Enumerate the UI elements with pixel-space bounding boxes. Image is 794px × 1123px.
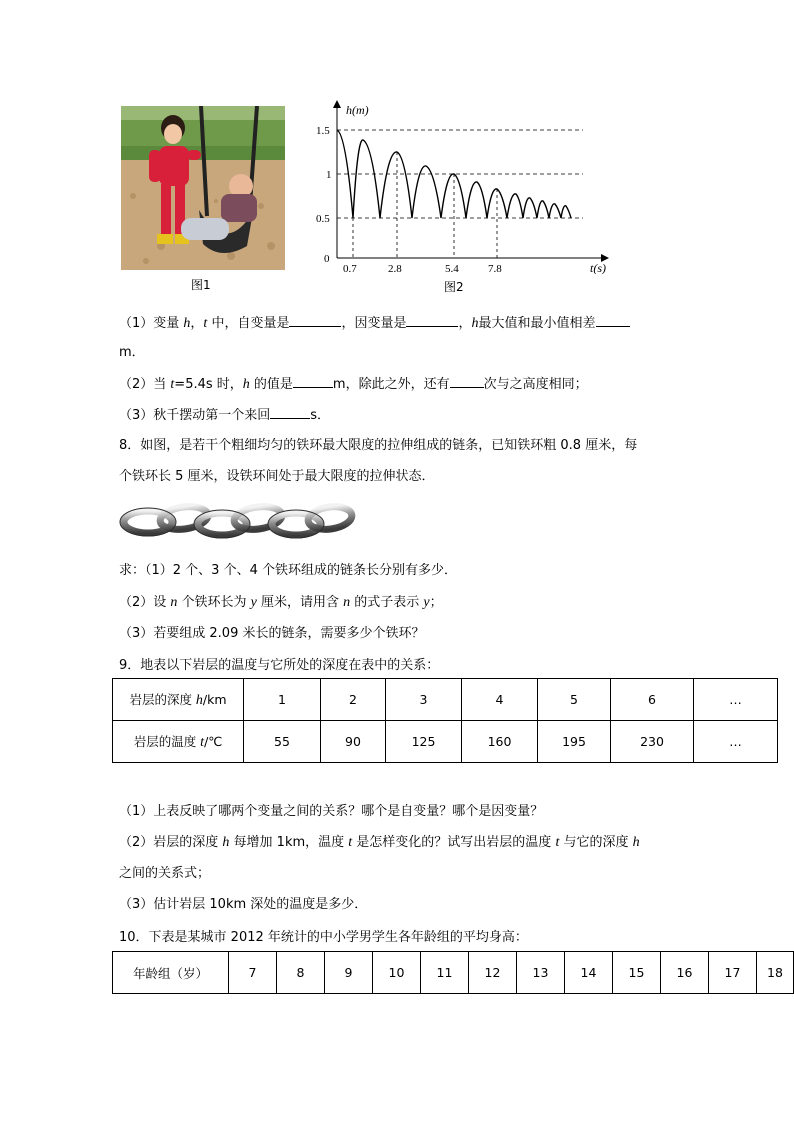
q7-part1: （1）变量 h，t 中，自变量是 ，因变量是 ，h最大值和最小值相差: [119, 313, 630, 333]
row-header-temperature: 岩层的温度 t/℃: [113, 721, 244, 763]
x-tick-5.4: 5.4: [445, 263, 459, 274]
table-cell: …: [694, 679, 778, 721]
answer-blank[interactable]: [293, 374, 333, 388]
q8-stem-line2: 个铁环长 5 厘米，设铁环间处于最大限度的拉伸状态．: [119, 469, 435, 484]
table-cell: 125: [386, 721, 462, 763]
x-axis-label: t(s): [590, 261, 606, 274]
table-cell: 4: [462, 679, 538, 721]
depth-temperature-table: [112, 678, 778, 763]
q7-part3: （3）秋千摆动第一个来回 s．: [119, 405, 330, 425]
row-header-age-group: 年龄组（岁）: [113, 952, 229, 994]
y-axis-arrow: [333, 100, 341, 108]
table-cell: 230: [611, 721, 694, 763]
table-cell: 160: [462, 721, 538, 763]
figure2-caption: 图2: [444, 280, 464, 294]
q10-stem: 10．下表是某城市 2012 年统计的中小学男学生各年龄组的平均身高：: [119, 930, 528, 945]
q7-part1-cont: m．: [119, 345, 145, 360]
q8-ask3: （3）若要组成 2.09 米长的链条，需要多少个铁环？: [119, 626, 425, 641]
answer-blank[interactable]: [406, 313, 458, 327]
table-row: [113, 952, 794, 994]
row-header-depth: 岩层的深度 h/km: [113, 679, 244, 721]
table-cell: 14: [565, 952, 613, 994]
table-cell: …: [694, 721, 778, 763]
table-row: [113, 721, 778, 763]
table-cell: 15: [613, 952, 661, 994]
q7-part2: （2）当 t=5.4s 时，h 的值是 m，除此之外，还有 次与之高度相同；: [119, 374, 588, 394]
q9-ask2: （2）岩层的深度 h 每增加 1km，温度 t 是怎样变化的？试写出岩层的温度 t 与它的深度 h: [119, 835, 640, 850]
table-cell: 6: [611, 679, 694, 721]
y-tick-0.5: 0.5: [316, 213, 330, 225]
table-cell: 18: [757, 952, 794, 994]
answer-blank[interactable]: [596, 313, 630, 327]
table-row: [113, 679, 778, 721]
q9-stem: 9．地表以下岩层的温度与它所处的深度在表中的关系：: [119, 658, 440, 673]
table-cell: 13: [517, 952, 565, 994]
figure1-caption: 图1: [191, 278, 211, 292]
origin-label: 0: [324, 253, 330, 265]
answer-blank[interactable]: [289, 313, 341, 327]
table-cell: 55: [244, 721, 321, 763]
swing-photo: [121, 106, 285, 270]
answer-blank[interactable]: [450, 374, 484, 388]
q8-ask1: 求：（1）2 个、3 个、4 个铁环组成的链条长分别有多少．: [119, 563, 457, 578]
x-tick-7.8: 7.8: [488, 263, 502, 274]
q8-ask2: （2）设 n 个铁环长为 y 厘米，请用含 n 的式子表示 y；: [119, 595, 443, 610]
oscillation-graph: [300, 96, 620, 274]
table-cell: 90: [321, 721, 386, 763]
chain-image: [118, 496, 358, 548]
table-cell: 3: [386, 679, 462, 721]
age-group-table: [112, 951, 794, 994]
y-tick-1: 1: [326, 169, 332, 181]
table-cell: 195: [538, 721, 611, 763]
table-cell: 17: [709, 952, 757, 994]
q9-ask3: （3）估计岩层 10km 深处的温度是多少．: [119, 897, 368, 912]
table-cell: 2: [321, 679, 386, 721]
table-cell: 11: [421, 952, 469, 994]
q9-ask1: （1）上表反映了哪两个变量之间的关系？哪个是自变量？哪个是因变量？: [119, 804, 544, 819]
table-cell: 5: [538, 679, 611, 721]
y-axis-label: h(m): [346, 103, 369, 117]
table-cell: 1: [244, 679, 321, 721]
x-tick-0.7: 0.7: [343, 263, 357, 274]
q8-stem-line1: 8．如图，是若干个粗细均匀的铁环最大限度的拉伸组成的链条，已知铁环粗 0.8 厘米，每: [119, 438, 638, 453]
table-cell: 7: [229, 952, 277, 994]
table-cell: 9: [325, 952, 373, 994]
table-cell: 10: [373, 952, 421, 994]
y-tick-1.5: 1.5: [316, 125, 330, 137]
q9-ask2-cont: 之间的关系式；: [119, 866, 211, 881]
table-cell: 12: [469, 952, 517, 994]
table-cell: 8: [277, 952, 325, 994]
x-tick-2.8: 2.8: [388, 263, 402, 274]
table-cell: 16: [661, 952, 709, 994]
answer-blank[interactable]: [270, 405, 310, 419]
